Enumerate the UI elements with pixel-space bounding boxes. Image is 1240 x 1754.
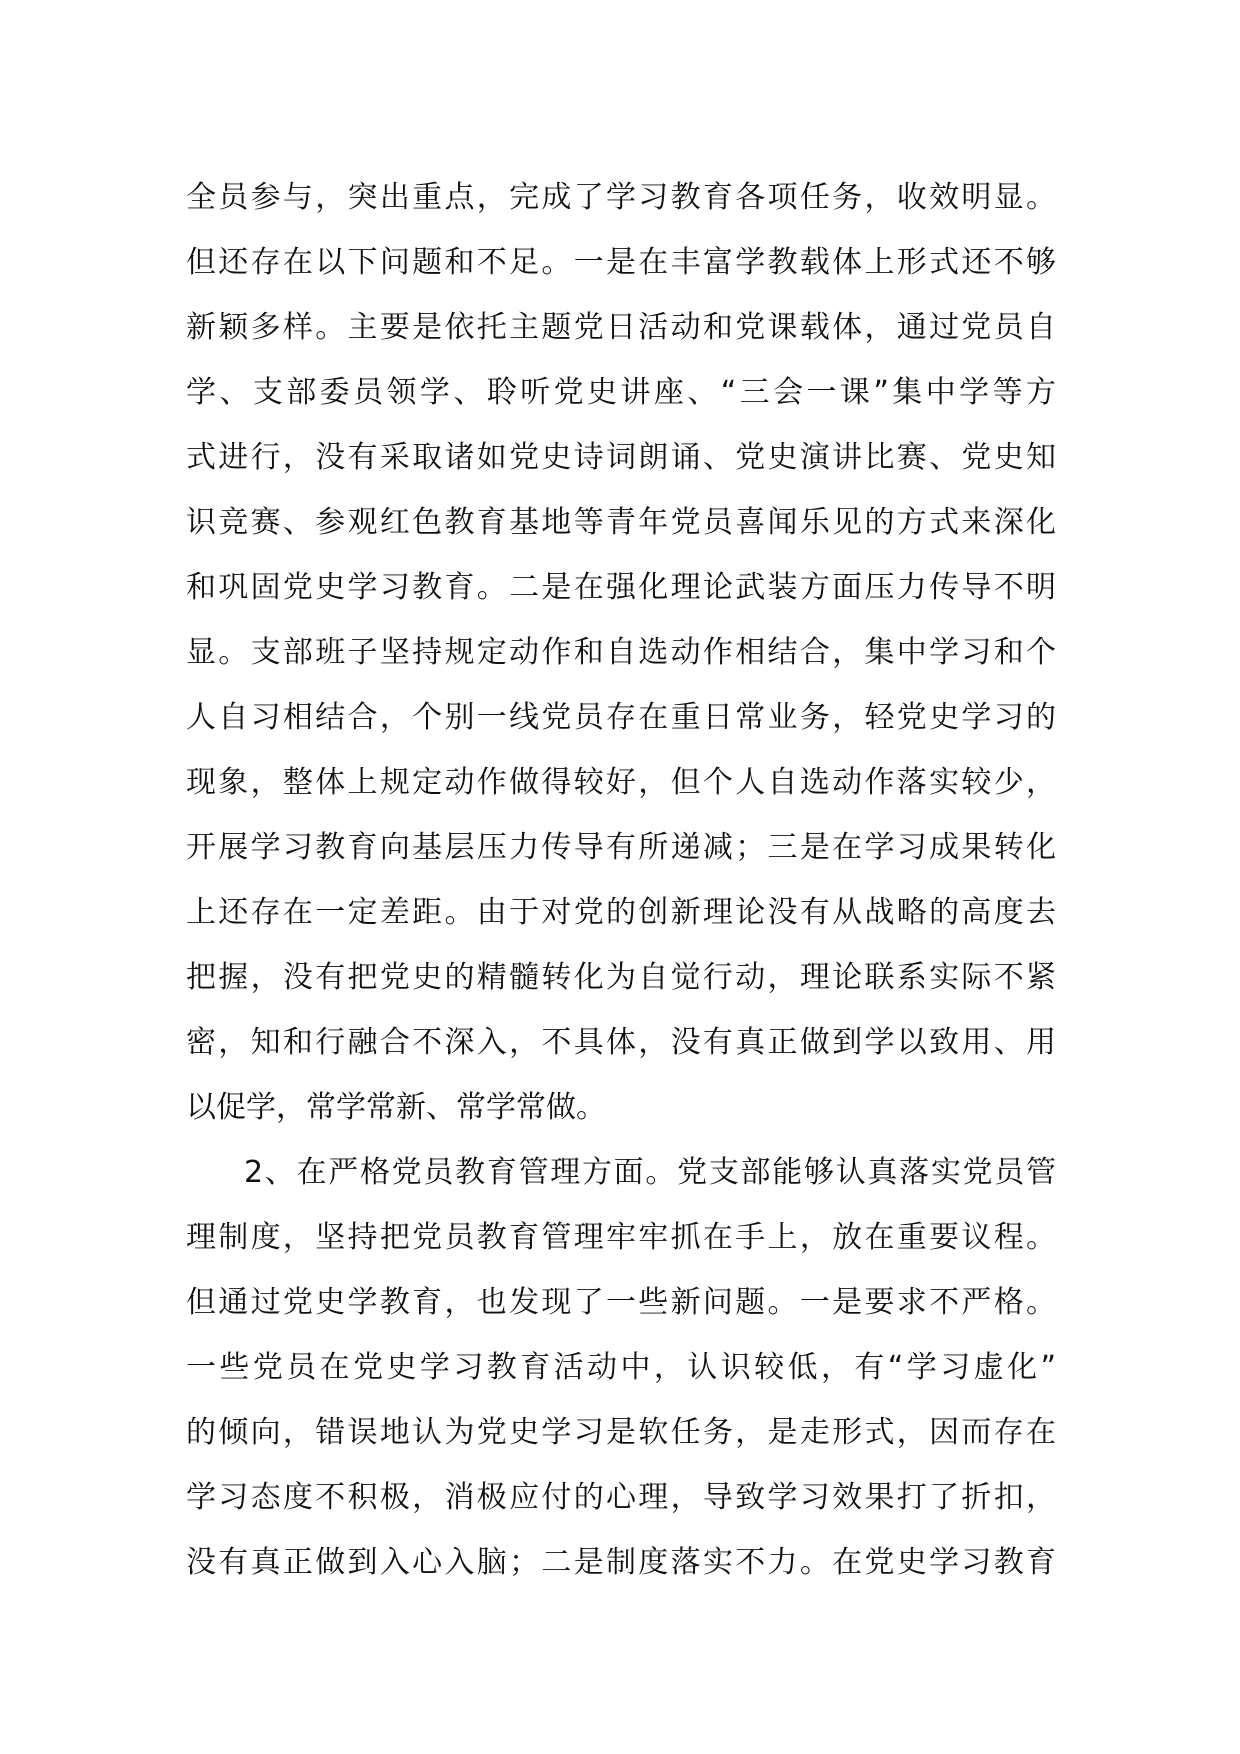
text-line: 全员参与，突出重点，完成了学习教育各项任务，收效明显。 <box>186 180 1056 215</box>
text-line: 新颖多样。主要是依托主题党日活动和党课载体，通过党员自 <box>186 310 1056 345</box>
body-text <box>186 165 1056 1595</box>
text-line: 但还存在以下问题和不足。一是在丰富学教载体上形式还不够 <box>186 245 1056 280</box>
text-line: 人自习相结合，个别一线党员存在重日常业务，轻党史学习的 <box>186 700 1056 735</box>
text-line: 但通过党史学教育，也发现了一些新问题。一是要求不严格。 <box>186 1285 1056 1320</box>
text-line: 一些党员在党史学习教育活动中，认识较低，有“学习虚化” <box>186 1350 1056 1385</box>
paragraph-start-line: 2、在严格党员教育管理方面。党支部能够认真落实党员管 <box>244 1155 1056 1190</box>
text-line: 理制度，坚持把党员教育管理牢牢抓在手上，放在重要议程。 <box>186 1220 1056 1255</box>
text-line: 显。支部班子坚持规定动作和自选动作相结合，集中学习和个 <box>186 635 1056 670</box>
text-line: 上还存在一定差距。由于对党的创新理论没有从战略的高度去 <box>186 895 1056 930</box>
text-line: 密，知和行融合不深入，不具体，没有真正做到学以致用、用 <box>186 1025 1056 1060</box>
text-line: 学习态度不积极，消极应付的心理，导致学习效果打了折扣， <box>186 1480 1056 1515</box>
text-line: 式进行，没有采取诸如党史诗词朗诵、党史演讲比赛、党史知 <box>186 440 1056 475</box>
text-line: 把握，没有把党史的精髓转化为自觉行动，理论联系实际不紧 <box>186 960 1056 995</box>
text-line: 现象，整体上规定动作做得较好，但个人自选动作落实较少， <box>186 765 1056 800</box>
text-line: 和巩固党史学习教育。二是在强化理论武装方面压力传导不明 <box>186 570 1056 605</box>
text-line: 以促学，常学常新、常学常做。 <box>186 1090 606 1125</box>
text-line: 开展学习教育向基层压力传导有所递减；三是在学习成果转化 <box>186 830 1056 865</box>
text-line: 识竞赛、参观红色教育基地等青年党员喜闻乐见的方式来深化 <box>186 505 1056 540</box>
text-line: 没有真正做到入心入脑；二是制度落实不力。在党史学习教育 <box>186 1545 1056 1580</box>
text-line: 的倾向，错误地认为党史学习是软任务，是走形式，因而存在 <box>186 1415 1056 1450</box>
text-line: 学、支部委员领学、聆听党史讲座、“三会一课”集中学等方 <box>186 375 1056 410</box>
